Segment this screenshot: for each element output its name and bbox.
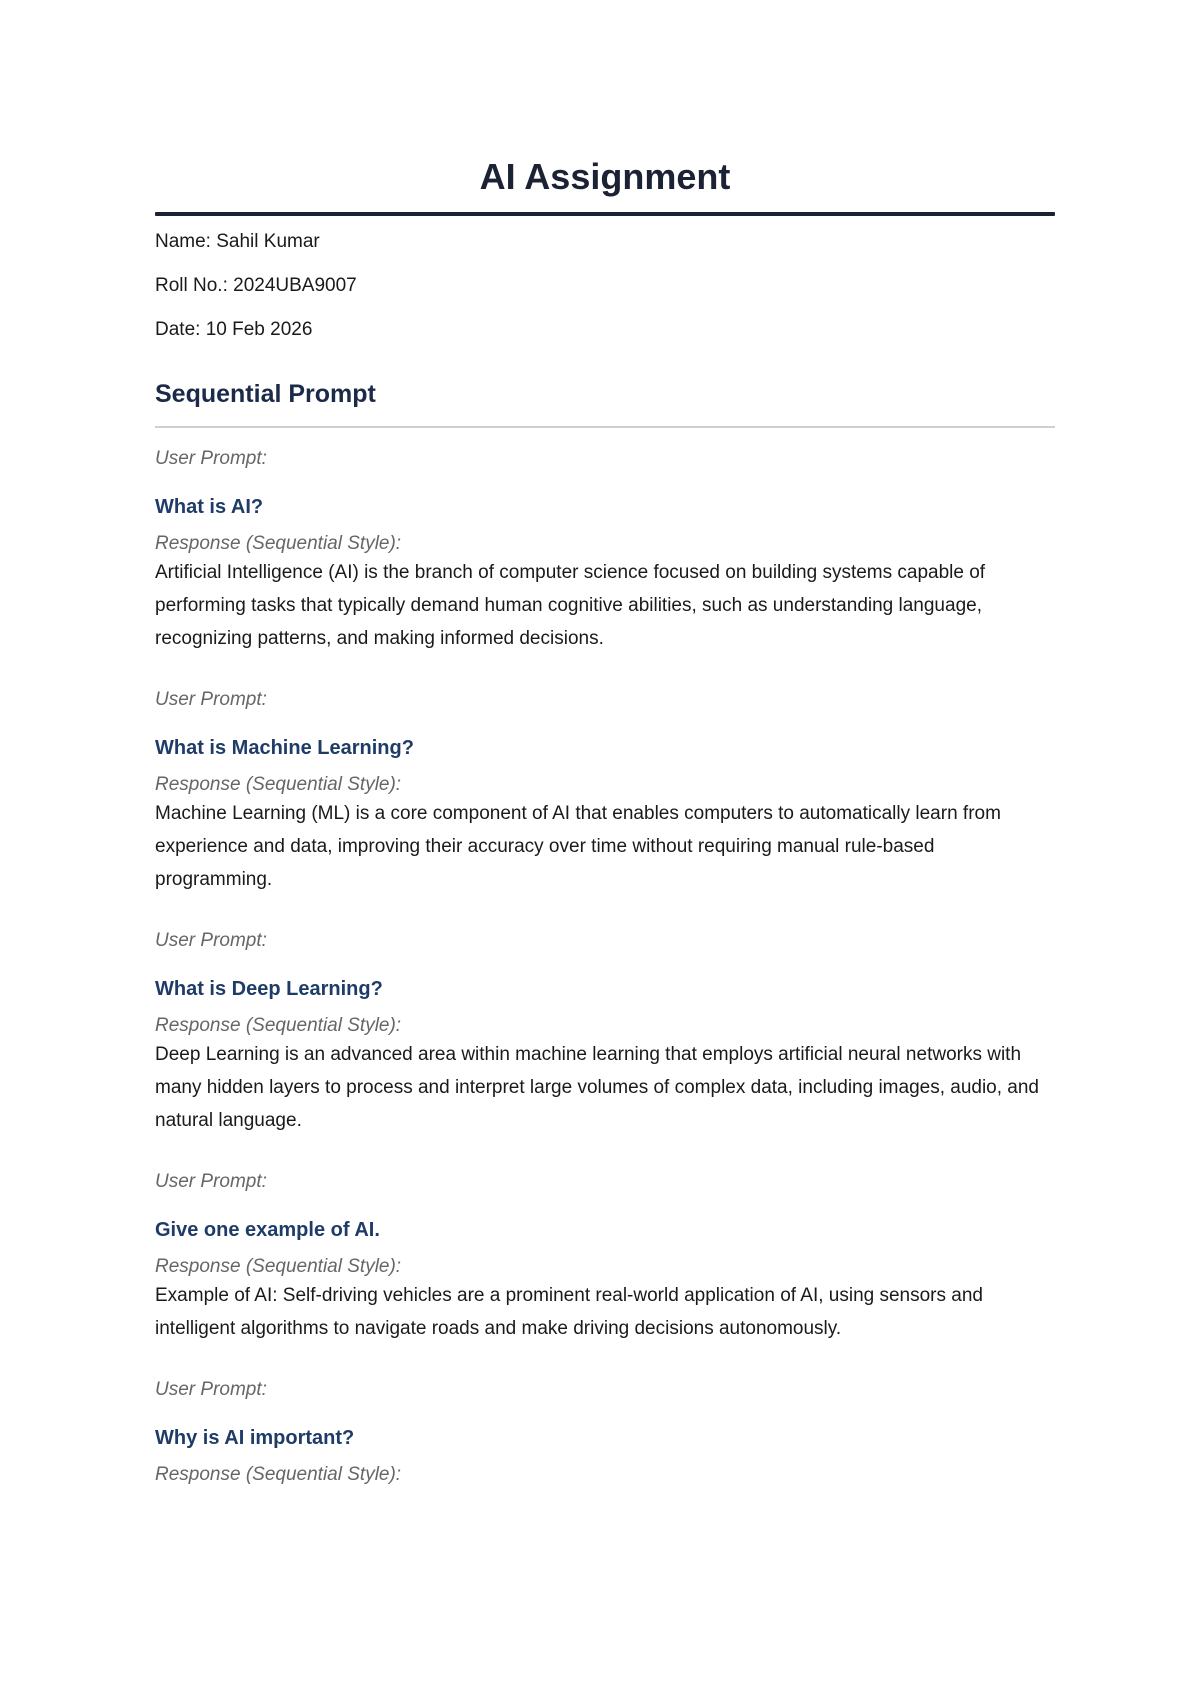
qa-item — [155, 446, 1055, 655]
qa-list — [155, 446, 1055, 1487]
section-title: Sequential Prompt — [155, 380, 376, 408]
qa-item — [155, 928, 1055, 1137]
response-label: Response (Sequential Style): — [155, 1015, 402, 1036]
question: What is Deep Learning? — [155, 978, 383, 1000]
document-title: AI Assignment — [479, 156, 731, 197]
question: Give one example of AI. — [155, 1219, 380, 1241]
section-divider — [155, 426, 1055, 428]
document-page — [155, 150, 1055, 1519]
title-divider — [155, 212, 1055, 216]
question: What is Machine Learning? — [155, 737, 414, 759]
question: Why is AI important? — [155, 1427, 355, 1449]
user-prompt-label: User Prompt: — [155, 689, 267, 710]
answer: Machine Learning (ML) is a core component of AI that enables computers to automatically learn from experience and data, improving their accuracy over time without requiring manual rule-based programming. — [155, 803, 1001, 890]
student-info — [155, 230, 1055, 342]
qa-item — [155, 1169, 1055, 1345]
answer: Example of AI: Self-driving vehicles are a prominent real-world application of AI, using sensors and intelligent algorithms to navigate roads and make driving decisions autonomously. — [155, 1285, 983, 1339]
roll-number: Roll No.: 2024UBA9007 — [155, 275, 357, 296]
qa-item — [155, 687, 1055, 896]
response-label: Response (Sequential Style): — [155, 1256, 402, 1277]
question: What is AI? — [155, 496, 264, 518]
answer: Artificial Intelligence (AI) is the branch of computer science focused on building systems capable of performing tasks that typically demand human cognitive abilities, such as understanding language, recognizing patterns, and making informed decisions. — [155, 562, 986, 649]
user-prompt-label: User Prompt: — [155, 1379, 267, 1400]
date: Date: 10 Feb 2026 — [155, 319, 313, 340]
user-prompt-label: User Prompt: — [155, 1171, 267, 1192]
user-prompt-label: User Prompt: — [155, 448, 267, 469]
answer: Deep Learning is an advanced area within machine learning that employs artificial neural networks with many hidden layers to process and interpret large volumes of complex data, including images, audio, and natural language. — [155, 1044, 1040, 1131]
user-prompt-label: User Prompt: — [155, 930, 267, 951]
qa-item — [155, 1377, 1055, 1487]
response-label: Response (Sequential Style): — [155, 774, 402, 795]
response-label: Response (Sequential Style): — [155, 1464, 402, 1485]
response-label: Response (Sequential Style): — [155, 533, 402, 554]
student-name: Name: Sahil Kumar — [155, 231, 320, 252]
